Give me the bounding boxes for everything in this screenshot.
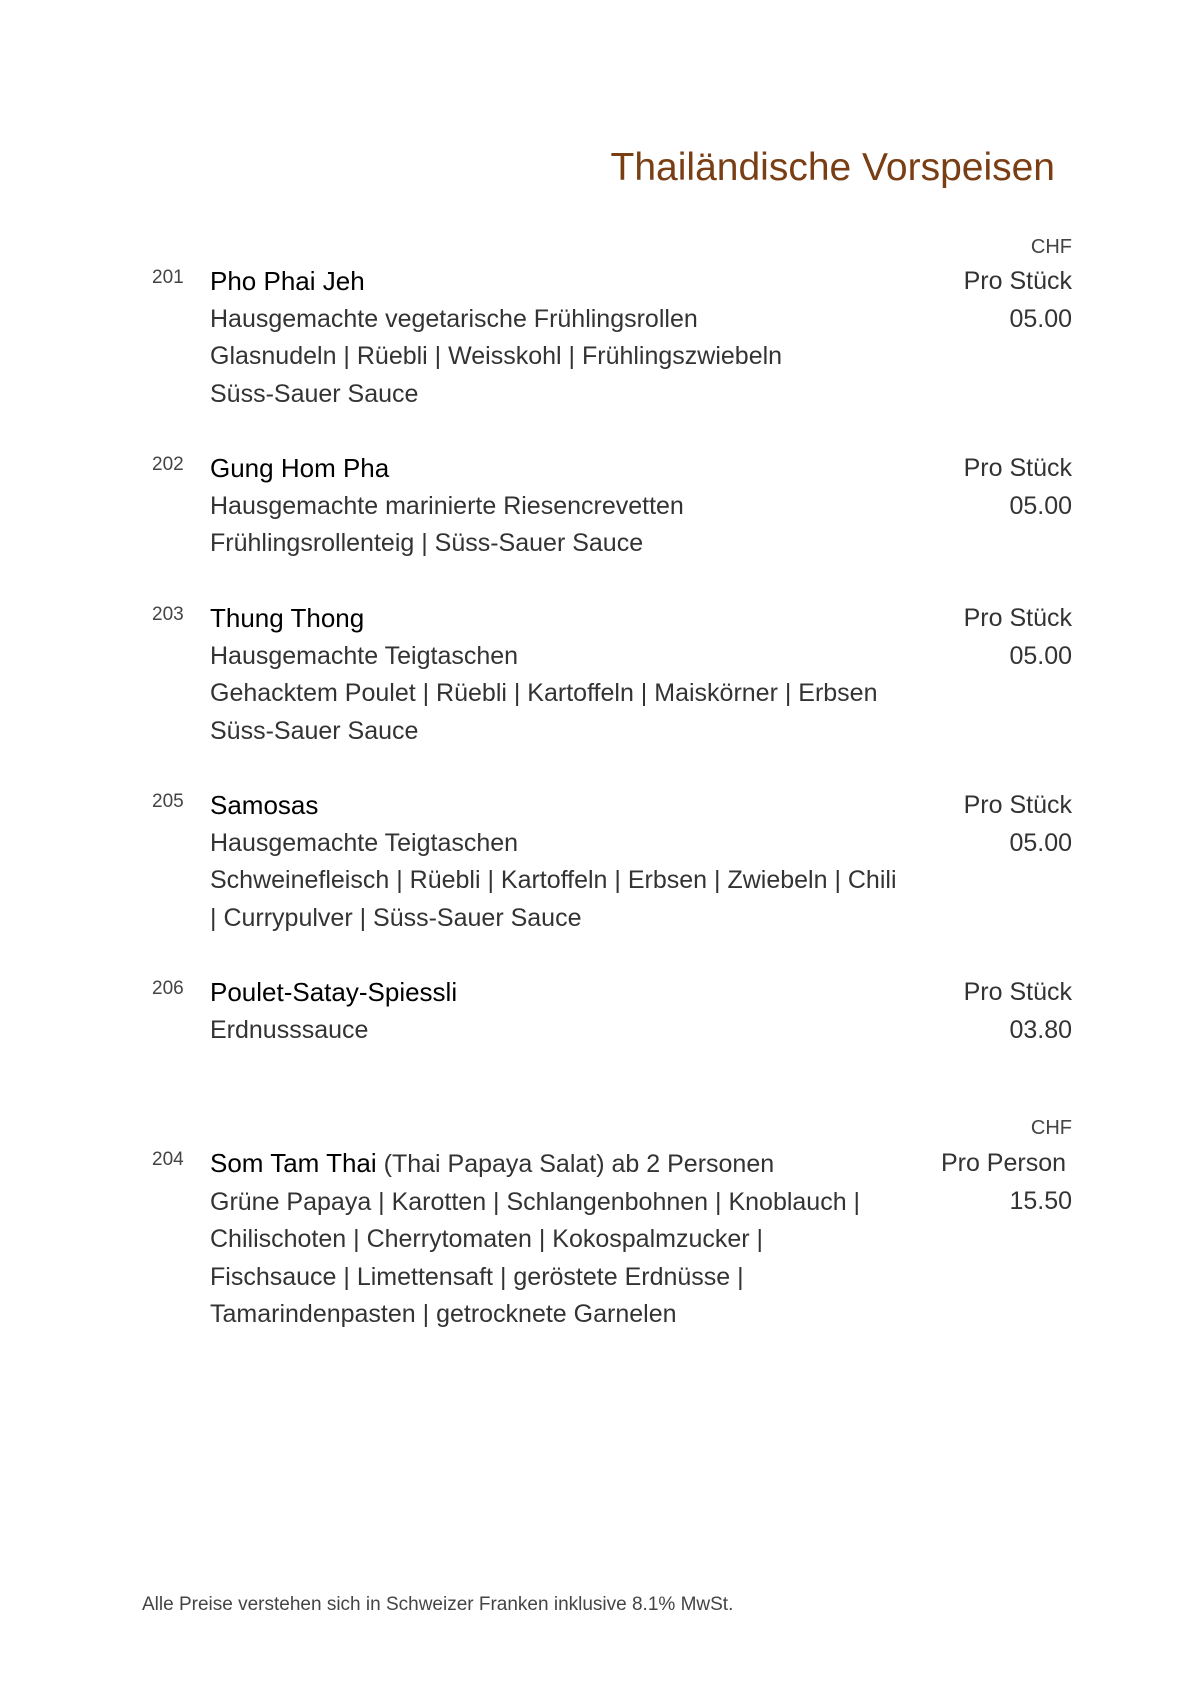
item-name: Som Tam Thai	[210, 1148, 377, 1178]
item-text	[210, 450, 930, 563]
item-price: 05.00	[1009, 828, 1072, 857]
item-description-line: Hausgemachte vegetarische Frühlingsrollen	[210, 304, 698, 333]
item-text	[210, 263, 930, 413]
item-price: 15.50	[1009, 1186, 1072, 1215]
item-description-line: Grüne Papaya | Karotten | Schlangenbohnen | Knoblauch |	[210, 1187, 861, 1216]
item-description-line: Erdnusssauce	[210, 1015, 369, 1044]
item-unit: Pro Person	[940, 1149, 1066, 1177]
footer-note: Alle Preise verstehen sich in Schweizer Franken inklusive 8.1% MwSt.	[142, 1594, 734, 1615]
item-unit: Pro Stück	[963, 978, 1072, 1006]
page-title: Thailändische Vorspeisen	[610, 146, 1055, 189]
item-price-block	[964, 263, 1072, 338]
item-price-block	[964, 450, 1072, 525]
item-number: 202	[152, 454, 184, 475]
item-description-line: Hausgemachte Teigtaschen	[210, 828, 519, 857]
item-number: 204	[152, 1149, 184, 1170]
item-description-line: Fischsauce | Limettensaft | geröstete Erdnüsse |	[210, 1262, 744, 1291]
item-unit: Pro Stück	[963, 604, 1072, 632]
item-description-line: Schweinefleisch | Rüebli | Kartoffeln | Erbsen | Zwiebeln | Chili	[210, 866, 897, 894]
item-price-block	[964, 974, 1072, 1049]
item-unit: Pro Stück	[963, 791, 1072, 819]
item-price: 05.00	[1009, 641, 1072, 670]
item-description-line: Chilischoten | Cherrytomaten | Kokospalmzucker |	[210, 1225, 764, 1253]
item-name: Thung Thong	[210, 603, 365, 633]
currency-label-special: CHF	[1030, 1117, 1072, 1139]
item-price: 03.80	[1009, 1015, 1072, 1044]
item-price-block	[964, 787, 1072, 862]
item-price: 05.00	[1009, 304, 1072, 333]
item-name: Pho Phai Jeh	[210, 266, 365, 296]
item-number: 203	[152, 604, 184, 625]
item-price-block	[964, 600, 1072, 675]
currency-label: CHF	[1030, 236, 1072, 258]
item-text	[210, 1145, 930, 1334]
item-name: Poulet-Satay-Spiessli	[210, 977, 458, 1007]
item-description-line: Gehacktem Poulet | Rüebli | Kartoffeln | Maiskörner | Erbsen	[210, 679, 878, 707]
item-unit: Pro Stück	[963, 267, 1072, 295]
item-name: Gung Hom Pha	[210, 453, 390, 483]
item-text	[210, 787, 930, 937]
item-description-line: Süss-Sauer Sauce	[210, 379, 419, 408]
item-description-line: Glasnudeln | Rüebli | Weisskohl | Frühlingszwiebeln	[210, 342, 783, 370]
item-number: 206	[152, 978, 184, 999]
item-description-line: Hausgemachte marinierte Riesencrevetten	[210, 491, 684, 520]
item-name-note: (Thai Papaya Salat) ab 2 Personen	[376, 1150, 775, 1178]
item-text	[210, 974, 930, 1049]
item-description-line: | Currypulver | Süss-Sauer Sauce	[210, 903, 582, 932]
item-price: 05.00	[1009, 491, 1072, 520]
item-unit: Pro Stück	[963, 454, 1072, 482]
item-price-block	[941, 1145, 1072, 1220]
item-number: 201	[152, 267, 184, 288]
item-text	[210, 600, 930, 750]
item-description-line: Süss-Sauer Sauce	[210, 716, 419, 745]
item-description-line: Frühlingsrollenteig | Süss-Sauer Sauce	[210, 529, 644, 557]
item-description-line: Hausgemachte Teigtaschen	[210, 641, 519, 670]
item-number: 205	[152, 791, 184, 812]
item-name: Samosas	[210, 790, 319, 820]
item-description-line: Tamarindenpasten | getrocknete Garnelen	[210, 1300, 677, 1328]
